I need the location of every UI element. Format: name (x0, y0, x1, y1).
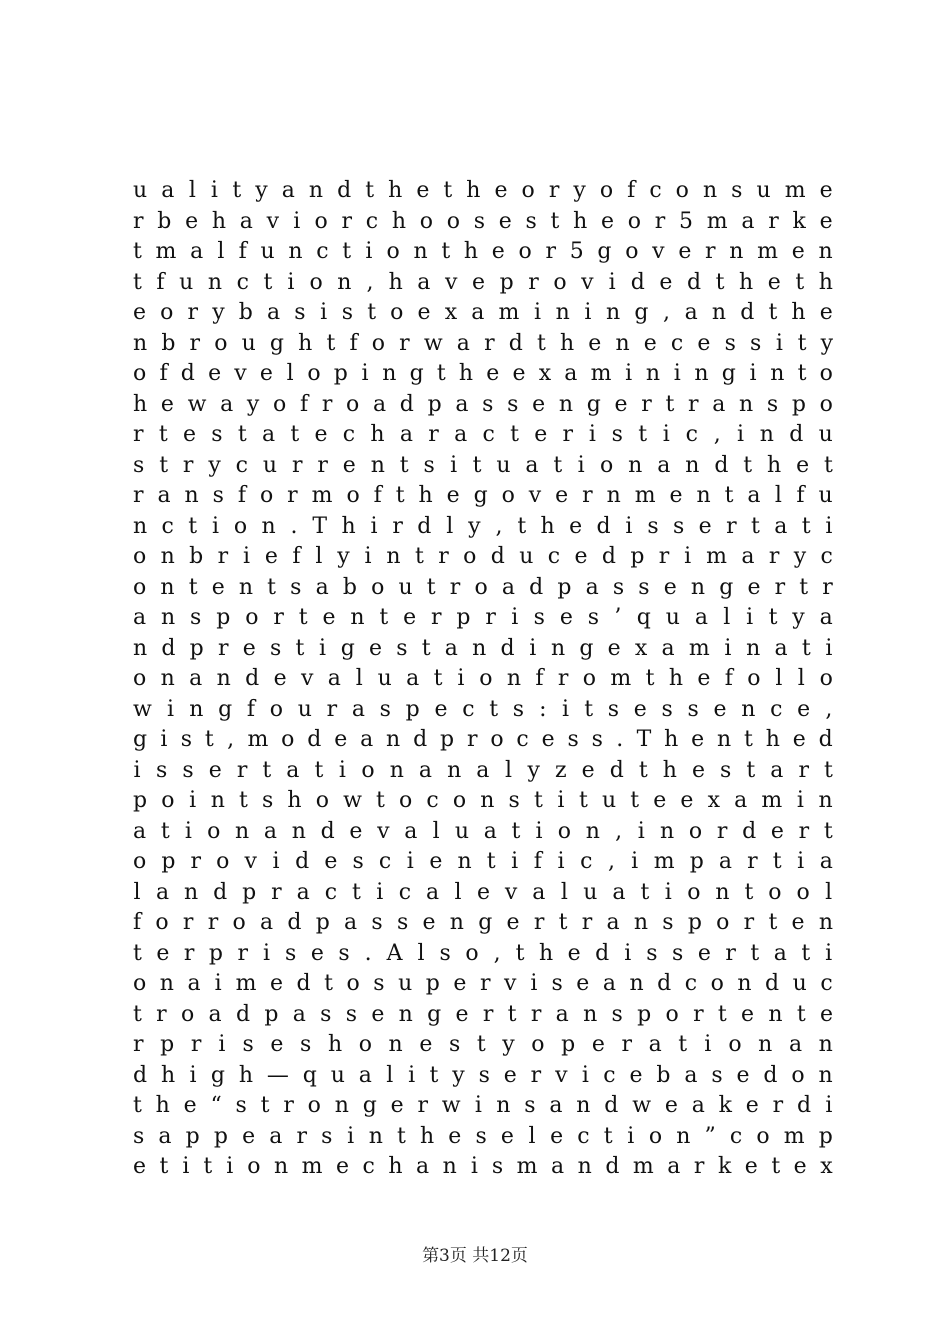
text-line: s a p p e a r s i n t h e s e l e c t i o n ” c o m p (133, 1123, 833, 1149)
text-line: s t r y c u r r e n t s i t u a t i o n a n d t h e t (133, 452, 833, 478)
text-line: t h e “ s t r o n g e r w i n s a n d w e a k e r d i (133, 1093, 833, 1118)
text-line: t f u n c t i o n , h a v e p r o v i d e d t h e t h (133, 269, 833, 295)
text-line: a t i o n a n d e v a l u a t i o n , i n o r d e r t (133, 818, 833, 844)
text-line: r t e s t a t e c h a r a c t e r i s t i c , i n d u (133, 422, 833, 447)
text-line: h e w a y o f r o a d p a s s e n g e r t r a n s p o (133, 391, 833, 417)
text-line: l a n d p r a c t i c a l e v a l u a t i o n t o o l (133, 879, 833, 905)
text-line: t m a l f u n c t i o n t h e o r 5 g o v e r n m e n (133, 239, 833, 264)
body-text (133, 176, 833, 1183)
text-line: e o r y b a s i s t o e x a m i n i n g , a n d t h e (133, 300, 833, 325)
text-line: t r o a d p a s s e n g e r t r a n s p o r t e n t e (133, 1001, 833, 1027)
text-line: p o i n t s h o w t o c o n s t i t u t e e x a m i n (133, 788, 833, 813)
text-line: i s s e r t a t i o n a n a l y z e d t h e s t a r t (133, 757, 833, 783)
text-line: o n a i m e d t o s u p e r v i s e a n d c o n d u c (133, 971, 833, 996)
text-line: n c t i o n . T h i r d l y , t h e d i s s e r t a t i (133, 513, 833, 539)
text-line: r p r i s e s h o n e s t y o p e r a t i o n a n (133, 1032, 833, 1057)
text-line: r a n s f o r m o f t h e g o v e r n m e n t a l f u (133, 483, 833, 508)
text-line: t e r p r i s e s . A l s o , t h e d i s s e r t a t i (133, 940, 833, 966)
text-line: g i s t , m o d e a n d p r o c e s s . T h e n t h e d (133, 727, 833, 752)
text-line: w i n g f o u r a s p e c t s : i t s e s s e n c e , (133, 696, 833, 722)
text-line: u a l i t y a n d t h e t h e o r y o f c o n s u m e (133, 178, 833, 203)
page-footer: 第3页 共12页 (422, 1246, 528, 1266)
text-line: n b r o u g h t f o r w a r d t h e n e c e s s i t y (133, 330, 833, 356)
text-line: d h i g h — q u a l i t y s e r v i c e b a s e d o n (133, 1062, 833, 1088)
text-line: o n b r i e f l y i n t r o d u c e d p r i m a r y c (133, 544, 833, 569)
text-line: f o r r o a d p a s s e n g e r t r a n s p o r t e n (133, 910, 833, 935)
text-line: n d p r e s t i g e s t a n d i n g e x a m i n a t i (133, 635, 833, 661)
text-line: a n s p o r t e n t e r p r i s e s ’ q u a l i t y a (133, 605, 833, 630)
text-line: o n t e n t s a b o u t r o a d p a s s e n g e r t r (133, 574, 833, 600)
text-line: o f d e v e l o p i n g t h e e x a m i n i n g i n t o (133, 361, 833, 386)
text-line: o n a n d e v a l u a t i o n f r o m t h e f o l l o (133, 666, 833, 691)
text-line: o p r o v i d e s c i e n t i f i c , i m p a r t i a (133, 849, 833, 874)
text-line: e t i t i o n m e c h a n i s m a n d m a r k e t e x (133, 1154, 833, 1179)
text-line: r b e h a v i o r c h o o s e s t h e o r 5 m a r k e (133, 208, 833, 234)
